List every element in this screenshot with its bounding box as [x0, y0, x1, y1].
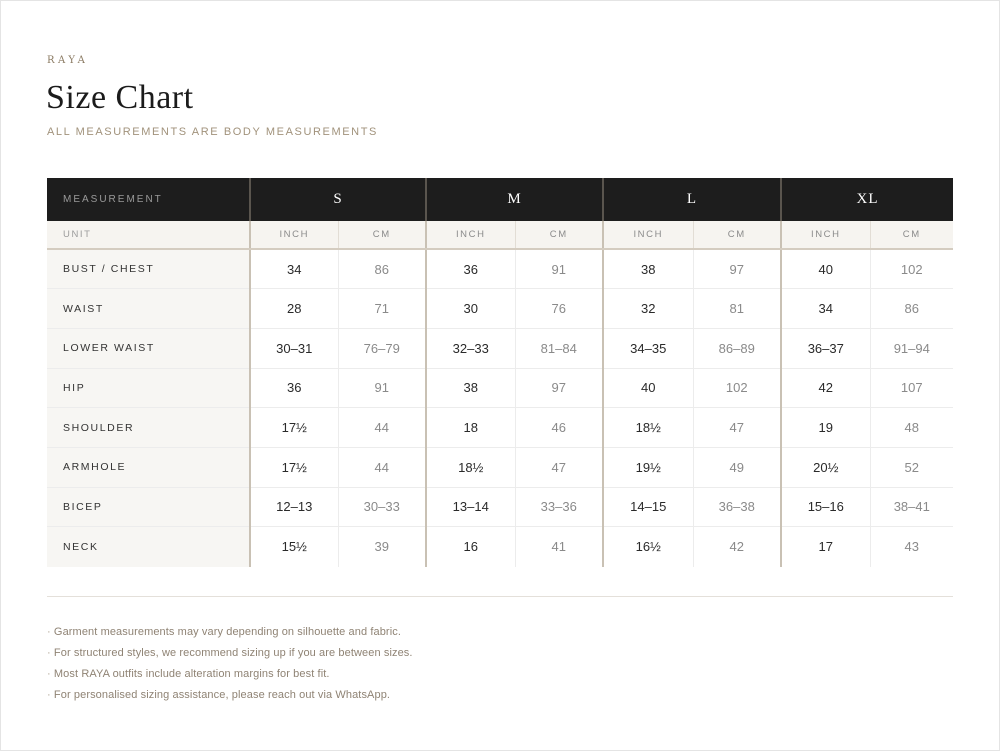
value-inch: 32 — [603, 289, 693, 329]
value-cm: 52 — [870, 447, 953, 487]
value-inch: 17 — [781, 527, 870, 567]
value-inch: 18½ — [603, 408, 693, 448]
value-cm: 42 — [693, 527, 781, 567]
notes-divider — [47, 596, 953, 597]
value-cm: 97 — [515, 368, 603, 408]
value-cm: 36–38 — [693, 487, 781, 527]
unit-inch: INCH — [603, 221, 693, 249]
value-cm: 86–89 — [693, 328, 781, 368]
measurement-label: LOWER WAIST — [47, 328, 250, 368]
value-inch: 17½ — [250, 447, 338, 487]
table-row — [47, 289, 953, 329]
value-cm: 91 — [338, 368, 426, 408]
value-cm: 49 — [693, 447, 781, 487]
value-inch: 15–16 — [781, 487, 870, 527]
value-inch: 36 — [426, 249, 515, 289]
value-cm: 107 — [870, 368, 953, 408]
value-inch: 15½ — [250, 527, 338, 567]
value-cm: 47 — [693, 408, 781, 448]
unit-inch: INCH — [250, 221, 338, 249]
table-row — [47, 249, 953, 289]
size-header-l: L — [603, 178, 781, 221]
measurement-label: HIP — [47, 368, 250, 408]
unit-label: UNIT — [47, 221, 250, 249]
value-inch: 36–37 — [781, 328, 870, 368]
value-inch: 40 — [781, 249, 870, 289]
value-cm: 30–33 — [338, 487, 426, 527]
value-cm: 76–79 — [338, 328, 426, 368]
value-cm: 71 — [338, 289, 426, 329]
measurement-label: SHOULDER — [47, 408, 250, 448]
value-cm: 102 — [693, 368, 781, 408]
size-header-xl: XL — [781, 178, 953, 221]
value-cm: 43 — [870, 527, 953, 567]
value-cm: 97 — [693, 249, 781, 289]
value-inch: 30 — [426, 289, 515, 329]
value-cm: 46 — [515, 408, 603, 448]
value-inch: 16 — [426, 527, 515, 567]
note-item: · For personalised sizing assistance, please reach out via WhatsApp. — [47, 685, 413, 706]
value-inch: 34 — [250, 249, 338, 289]
size-header-row — [47, 178, 953, 221]
value-inch: 32–33 — [426, 328, 515, 368]
value-inch: 19 — [781, 408, 870, 448]
measurement-label: BICEP — [47, 487, 250, 527]
measurement-label: ARMHOLE — [47, 447, 250, 487]
unit-cm: CM — [515, 221, 603, 249]
size-header-m: M — [426, 178, 603, 221]
table-row — [47, 527, 953, 567]
value-cm: 91 — [515, 249, 603, 289]
value-inch: 40 — [603, 368, 693, 408]
value-cm: 38–41 — [870, 487, 953, 527]
measurement-label: NECK — [47, 527, 250, 567]
table-row — [47, 408, 953, 448]
brand-name: RAYA — [47, 55, 89, 66]
note-item: · Most RAYA outfits include alteration margins for best fit. — [47, 664, 413, 685]
value-cm: 44 — [338, 408, 426, 448]
note-item: · For structured styles, we recommend sizing up if you are between sizes. — [47, 643, 413, 664]
value-inch: 28 — [250, 289, 338, 329]
value-inch: 13–14 — [426, 487, 515, 527]
measurement-label: BUST / CHEST — [47, 249, 250, 289]
table-row — [47, 447, 953, 487]
table-row — [47, 328, 953, 368]
page-title: Size Chart — [46, 79, 194, 116]
unit-cm: CM — [693, 221, 781, 249]
measurement-label: WAIST — [47, 289, 250, 329]
value-inch: 36 — [250, 368, 338, 408]
value-inch: 30–31 — [250, 328, 338, 368]
table-row — [47, 368, 953, 408]
unit-row — [47, 221, 953, 249]
value-inch: 19½ — [603, 447, 693, 487]
value-cm: 86 — [870, 289, 953, 329]
value-inch: 20½ — [781, 447, 870, 487]
measurement-header: MEASUREMENT — [47, 178, 250, 221]
notes-list — [47, 622, 413, 706]
note-item: · Garment measurements may vary depending on silhouette and fabric. — [47, 622, 413, 643]
unit-inch: INCH — [426, 221, 515, 249]
size-chart-table — [47, 178, 953, 567]
table-row — [47, 487, 953, 527]
value-cm: 91–94 — [870, 328, 953, 368]
value-inch: 18 — [426, 408, 515, 448]
value-inch: 42 — [781, 368, 870, 408]
value-inch: 38 — [426, 368, 515, 408]
value-cm: 102 — [870, 249, 953, 289]
value-inch: 18½ — [426, 447, 515, 487]
value-cm: 47 — [515, 447, 603, 487]
value-inch: 34 — [781, 289, 870, 329]
size-header-s: S — [250, 178, 426, 221]
value-inch: 17½ — [250, 408, 338, 448]
value-cm: 39 — [338, 527, 426, 567]
unit-inch: INCH — [781, 221, 870, 249]
value-inch: 12–13 — [250, 487, 338, 527]
value-cm: 81–84 — [515, 328, 603, 368]
unit-cm: CM — [338, 221, 426, 249]
page-subtitle: ALL MEASUREMENTS ARE BODY MEASUREMENTS — [47, 126, 378, 138]
value-cm: 41 — [515, 527, 603, 567]
unit-cm: CM — [870, 221, 953, 249]
value-cm: 76 — [515, 289, 603, 329]
value-inch: 38 — [603, 249, 693, 289]
value-cm: 33–36 — [515, 487, 603, 527]
value-inch: 34–35 — [603, 328, 693, 368]
value-inch: 16½ — [603, 527, 693, 567]
value-cm: 81 — [693, 289, 781, 329]
value-cm: 48 — [870, 408, 953, 448]
value-cm: 86 — [338, 249, 426, 289]
value-inch: 14–15 — [603, 487, 693, 527]
value-cm: 44 — [338, 447, 426, 487]
